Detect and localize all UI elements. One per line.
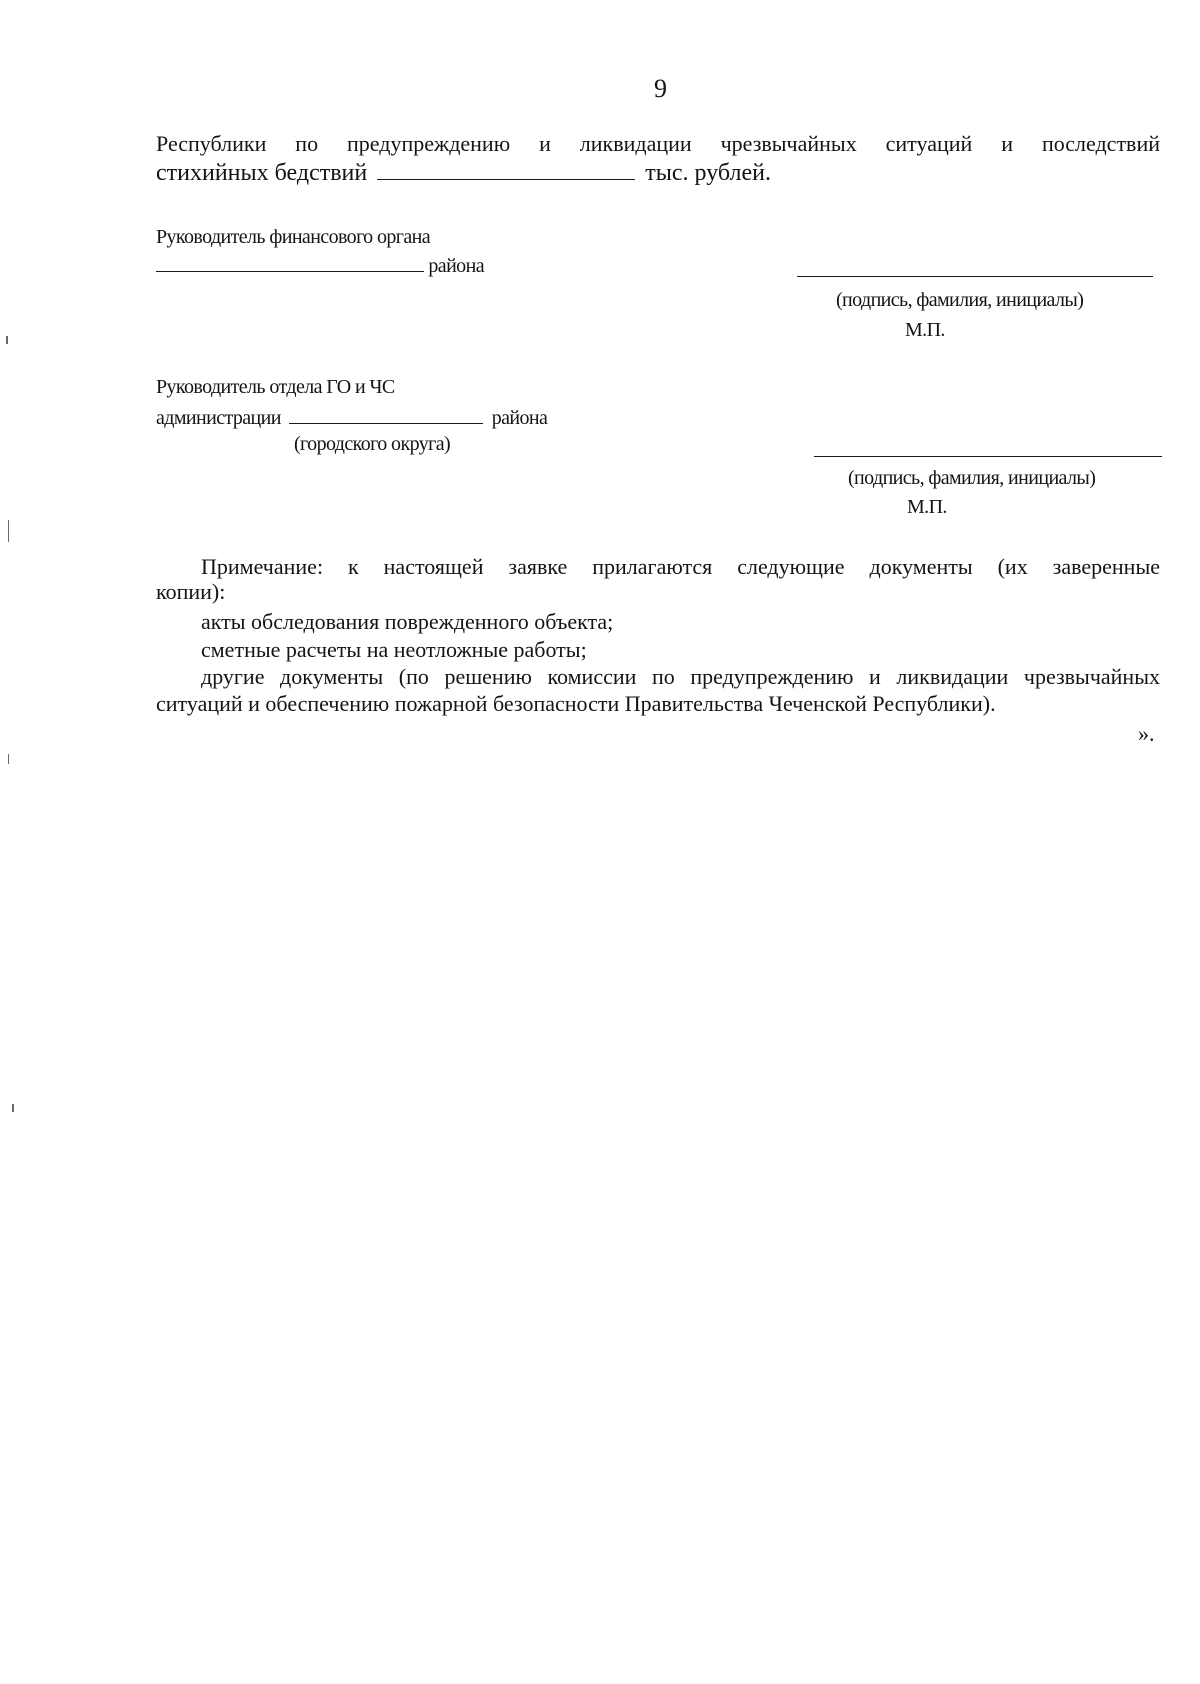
- finance-stamp: М.П.: [905, 319, 945, 341]
- scan-mark-1: [6, 336, 8, 344]
- go-district-blank: [289, 405, 483, 424]
- finance-head-title: Руководитель финансового органа: [156, 226, 431, 248]
- note-item-2: сметные расчеты на неотложные работы;: [201, 637, 587, 662]
- note-line-2: копии):: [156, 579, 226, 604]
- note-item-1: акты обследования поврежденного объекта;: [201, 609, 614, 634]
- go-district-note: (городского округа): [294, 433, 451, 455]
- finance-signature-line: [797, 276, 1153, 277]
- go-admin-label: администрации: [156, 407, 281, 429]
- note-item-3-line-2: ситуаций и обеспечению пожарной безопасности Правительства Чеченской Республики).: [156, 691, 996, 716]
- intro-line-2-start: стихийных бедствий: [156, 160, 368, 186]
- note-item-3-line-1: другие документы (по решению комиссии по предупреждению и ликвидации чрезвычайных: [201, 664, 1160, 689]
- scan-mark-4: [12, 1104, 14, 1112]
- amount-blank: [377, 161, 635, 180]
- finance-district-label: района: [428, 255, 484, 277]
- finance-district-line: [156, 253, 484, 278]
- page-number: 9: [654, 74, 667, 103]
- note-line-1: Примечание: к настоящей заявке прилагаются следующие документы (их заверенные: [201, 554, 1160, 579]
- intro-line-2-end: тыс. рублей.: [645, 160, 771, 186]
- go-head-title: Руководитель отдела ГО и ЧС: [156, 376, 395, 398]
- intro-line-1: Республики по предупреждению и ликвидации чрезвычайных ситуаций и последствий: [156, 131, 1160, 156]
- go-district-label: района: [491, 407, 548, 429]
- finance-district-blank: [156, 253, 424, 272]
- go-stamp: М.П.: [907, 496, 947, 518]
- go-signature-caption: (подпись, фамилия, инициалы): [848, 467, 1096, 489]
- closing-quote: ».: [1138, 721, 1155, 746]
- go-signature-line: [814, 456, 1162, 457]
- go-admin-line: [156, 405, 547, 430]
- finance-signature-caption: (подпись, фамилия, инициалы): [836, 289, 1084, 311]
- scan-mark-3: [8, 754, 9, 764]
- scan-mark-2: [8, 520, 9, 542]
- intro-line-2: [156, 158, 771, 188]
